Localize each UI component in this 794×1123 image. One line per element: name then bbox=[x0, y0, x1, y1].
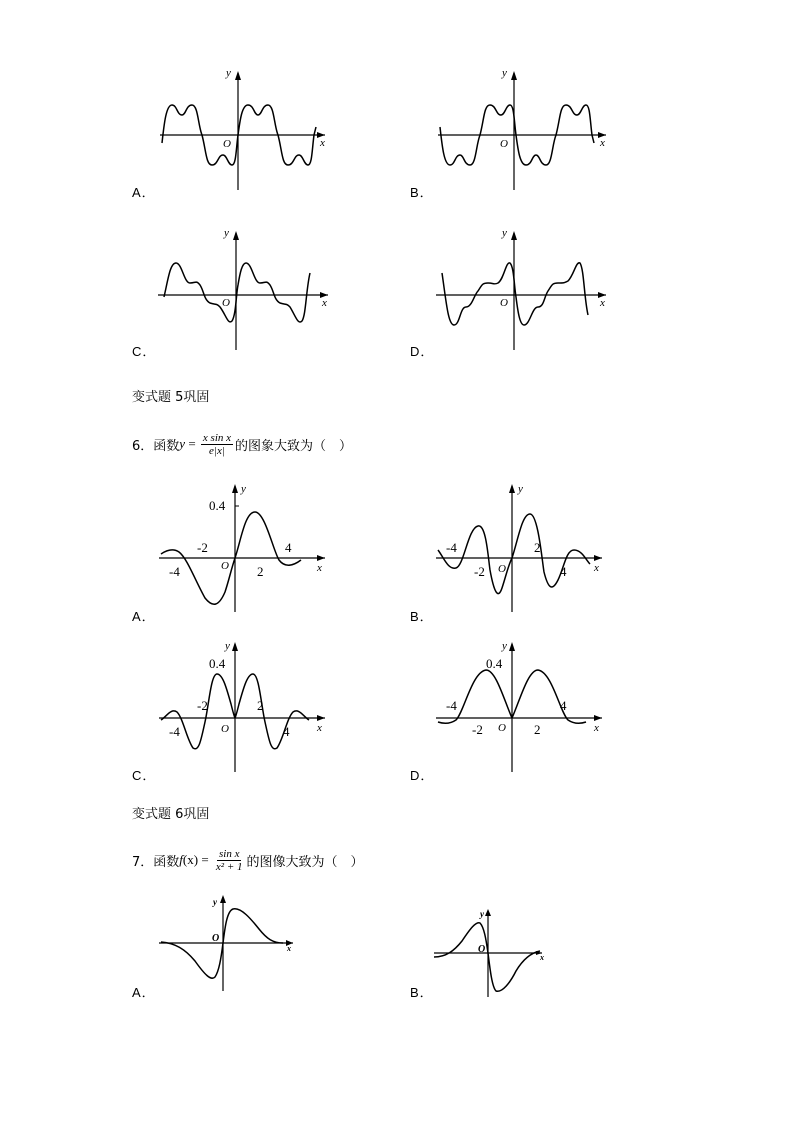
svg-text:0.4: 0.4 bbox=[486, 656, 503, 671]
svg-text:x: x bbox=[540, 953, 544, 962]
svg-text:y: y bbox=[502, 67, 507, 79]
q5-graph-c bbox=[150, 225, 340, 355]
option-b-label: B． bbox=[410, 985, 434, 1000]
y-arrowhead-icon bbox=[232, 642, 238, 651]
q6-number: 6．函数 bbox=[132, 438, 180, 454]
q6-graph-a bbox=[155, 480, 335, 615]
svg-text:x: x bbox=[594, 722, 599, 734]
q7-number: 7．函数 bbox=[132, 854, 180, 870]
q7-graph-a bbox=[155, 893, 300, 993]
svg-text:2: 2 bbox=[534, 722, 541, 737]
svg-text:0.4: 0.4 bbox=[209, 498, 226, 513]
x-arrowhead-icon bbox=[317, 555, 325, 561]
svg-text:-2: -2 bbox=[474, 564, 485, 579]
y-arrowhead-icon bbox=[485, 909, 491, 916]
y-arrowhead-icon bbox=[235, 71, 241, 80]
q5-graph-a bbox=[150, 65, 340, 195]
option-c-label: C． bbox=[132, 768, 157, 783]
svg-text:-2: -2 bbox=[472, 722, 483, 737]
svg-text:x: x bbox=[320, 137, 325, 149]
svg-text:x: x bbox=[317, 722, 322, 734]
q7-tail: 的图像大致为（ ） bbox=[246, 854, 364, 870]
svg-text:O: O bbox=[500, 297, 508, 309]
svg-text:O: O bbox=[498, 563, 506, 575]
svg-text:O: O bbox=[500, 138, 508, 150]
svg-text:y: y bbox=[241, 483, 246, 495]
svg-text:2: 2 bbox=[257, 564, 264, 579]
svg-text:-2: -2 bbox=[197, 698, 208, 713]
svg-text:y: y bbox=[213, 897, 217, 907]
y-arrowhead-icon bbox=[220, 895, 226, 903]
svg-text:x: x bbox=[594, 562, 599, 574]
y-arrowhead-icon bbox=[509, 484, 515, 493]
y-arrowhead-icon bbox=[232, 484, 238, 493]
q5-graph-b bbox=[428, 65, 618, 195]
y-arrowhead-icon bbox=[509, 642, 515, 651]
option-d-label: D． bbox=[410, 344, 435, 359]
option-d-label: D． bbox=[410, 768, 435, 783]
svg-text:O: O bbox=[478, 944, 486, 955]
section-heading-variant6: 变式题 6巩固 bbox=[132, 807, 210, 822]
q6-graph-d bbox=[432, 640, 612, 775]
option-a-label: A． bbox=[132, 185, 156, 200]
svg-text:-4: -4 bbox=[169, 564, 180, 579]
q6-fraction bbox=[201, 432, 233, 457]
q6-graph-c bbox=[155, 640, 335, 775]
option-c-label: C． bbox=[132, 344, 157, 359]
svg-text:x: x bbox=[600, 137, 605, 149]
q6-numerator: x sin x bbox=[202, 431, 232, 444]
svg-text:y: y bbox=[226, 67, 231, 79]
svg-text:y: y bbox=[480, 909, 484, 919]
x-arrowhead-icon bbox=[317, 715, 325, 721]
svg-text:O: O bbox=[498, 722, 506, 734]
svg-text:4: 4 bbox=[283, 724, 290, 739]
option-a-label: A． bbox=[132, 609, 156, 624]
q6-denominator: e|x| bbox=[209, 444, 225, 457]
svg-text:O: O bbox=[222, 297, 230, 309]
svg-text:-2: -2 bbox=[197, 540, 208, 555]
svg-text:y: y bbox=[225, 640, 230, 652]
svg-text:y: y bbox=[502, 227, 507, 239]
q7-numerator: sin x bbox=[218, 847, 240, 860]
y-arrowhead-icon bbox=[511, 71, 517, 80]
y-arrowhead-icon bbox=[233, 231, 239, 240]
svg-text:4: 4 bbox=[560, 698, 567, 713]
svg-text:O: O bbox=[221, 723, 229, 735]
option-b-label: B． bbox=[410, 185, 434, 200]
q7-eq: = bbox=[198, 852, 212, 867]
option-a-label: A． bbox=[132, 985, 156, 1000]
option-b-label: B． bbox=[410, 609, 434, 624]
q7-denominator: x² + 1 bbox=[215, 860, 243, 873]
y-arrowhead-icon bbox=[511, 231, 517, 240]
x-arrowhead-icon bbox=[594, 555, 602, 561]
section-heading-variant5: 变式题 5巩固 bbox=[132, 390, 210, 405]
question-6 bbox=[132, 426, 352, 462]
q6-y: y bbox=[179, 436, 186, 451]
svg-text:y: y bbox=[224, 227, 229, 239]
svg-text:0.4: 0.4 bbox=[209, 656, 226, 671]
x-arrowhead-icon bbox=[594, 715, 602, 721]
q5-graph-d bbox=[428, 225, 618, 355]
q7-f: f bbox=[179, 852, 183, 867]
svg-text:y: y bbox=[518, 483, 523, 495]
svg-text:O: O bbox=[212, 933, 220, 944]
q7-fraction bbox=[214, 848, 245, 873]
svg-text:y: y bbox=[502, 640, 507, 652]
svg-text:x: x bbox=[317, 562, 322, 574]
svg-text:O: O bbox=[221, 560, 229, 572]
q6-graph-b bbox=[432, 480, 612, 615]
q6-eq: = bbox=[185, 436, 199, 451]
svg-text:-4: -4 bbox=[169, 724, 180, 739]
svg-text:4: 4 bbox=[285, 540, 292, 555]
svg-text:4: 4 bbox=[560, 564, 567, 579]
svg-text:2: 2 bbox=[534, 540, 541, 555]
svg-text:x: x bbox=[600, 297, 605, 309]
q7-graph-b bbox=[432, 905, 557, 1000]
svg-text:-4: -4 bbox=[446, 540, 457, 555]
q7-arg: (x) bbox=[182, 852, 199, 867]
svg-text:x: x bbox=[287, 944, 291, 953]
svg-text:2: 2 bbox=[257, 698, 264, 713]
question-7 bbox=[132, 842, 364, 878]
q6-tail: 的图象大致为（ ） bbox=[235, 438, 353, 454]
svg-text:-4: -4 bbox=[446, 698, 457, 713]
svg-text:x: x bbox=[322, 297, 327, 309]
svg-text:O: O bbox=[223, 138, 231, 150]
